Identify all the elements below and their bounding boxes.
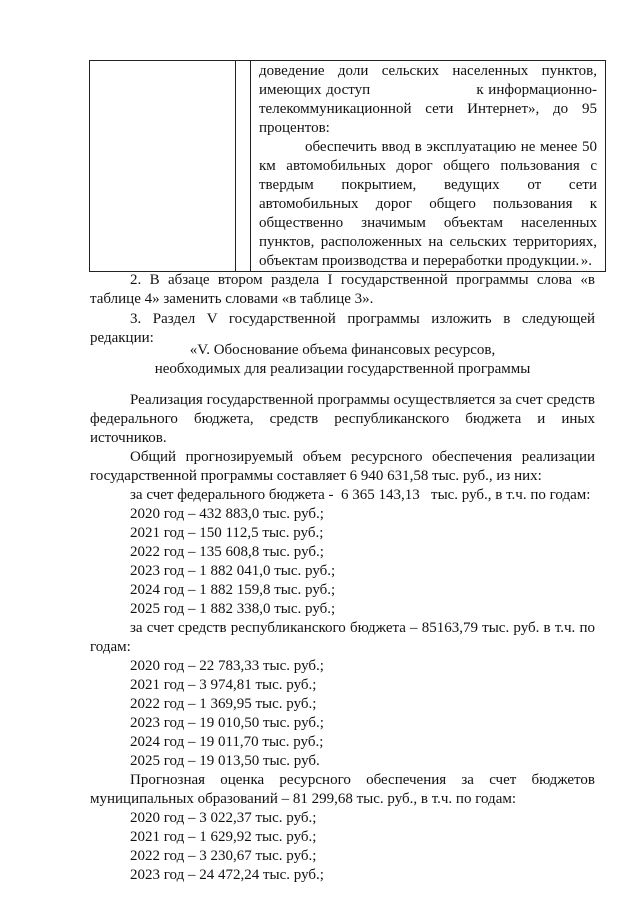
- table-cell-text: [251, 61, 606, 272]
- program-table-fragment: [89, 60, 606, 272]
- table-text-paragraph: обеспечить ввод в эксплуатацию не менее 50 км автомобильных дорог общего пользования с твердым покрытием, ведущих от сети автомобильных дорог общего пользования к общественно значимым объектам населенных пунктов, расположенных на сельских территориях, объектам производства и переработки продукции.: [259, 139, 597, 269]
- table-cell-narrow: [236, 61, 251, 272]
- section-heading-line: «V. Обоснование объема финансовых ресурсов,: [189, 342, 496, 358]
- republic-year-line: 2023 год – 19 010,50 тыс. руб.;: [130, 715, 324, 731]
- municipal-budget-intro: Прогнозная оценка ресурсного обеспечения за счет бюджетов муниципальных образований – 81 299,68 тыс. руб., в т.ч. по годам:: [90, 772, 595, 807]
- federal-year-line: 2022 год – 135 608,8 тыс. руб.;: [130, 544, 324, 560]
- federal-budget-intro: за счет федерального бюджета - 6 365 143,13 тыс. руб., в т.ч. по годам:: [130, 487, 591, 503]
- municipal-year-line: 2020 год – 3 022,37 тыс. руб.;: [130, 810, 317, 826]
- table-cell-empty: [90, 61, 236, 272]
- section-body: [90, 391, 595, 885]
- paragraph-funding-sources: Реализация государственной программы осуществляется за счет средств федерального бюджета, средств республиканского бюджета и иных источников.: [90, 392, 595, 446]
- federal-year-line: 2021 год – 150 112,5 тыс. руб.;: [130, 525, 324, 541]
- table-text-line: доведение доли сельских населенных пунктов,: [259, 63, 597, 79]
- municipal-year-line: 2021 год – 1 629,92 тыс. руб.;: [130, 829, 317, 845]
- federal-year-line: 2020 год – 432 883,0 тыс. руб.;: [130, 506, 324, 522]
- table-text-line: имеющих доступ к информационно-: [259, 82, 597, 98]
- municipal-year-line: 2023 год – 24 472,24 тыс. руб.;: [130, 867, 324, 883]
- republic-budget-intro: за счет средств республиканского бюджета – 85163,79 тыс. руб. в т.ч. по годам:: [90, 620, 595, 655]
- table-text-line: телекоммуникационной сети Интернет», до 95: [259, 101, 597, 117]
- section-heading-line: необходимых для реализации государственной программы: [154, 361, 531, 377]
- closing-quote: ».: [580, 253, 592, 269]
- republic-year-line: 2021 год – 3 974,81 тыс. руб.;: [130, 677, 317, 693]
- federal-year-line: 2024 год – 1 882 159,8 тыс. руб.;: [130, 582, 336, 598]
- republic-year-line: 2025 год – 19 013,50 тыс. руб.: [130, 753, 320, 769]
- federal-year-line: 2023 год – 1 882 041,0 тыс. руб.;: [130, 563, 336, 579]
- amendment-item-2: 2. В абзаце втором раздела I государственной программы слова «в таблице 4» заменить словами «в таблице 3».: [90, 272, 595, 307]
- municipal-year-line: 2022 год – 3 230,67 тыс. руб.;: [130, 848, 317, 864]
- republic-year-line: 2022 год – 1 369,95 тыс. руб.;: [130, 696, 317, 712]
- amendment-item-3: 3. Раздел V государственной программы изложить в следующей редакции:: [90, 311, 595, 346]
- paragraph-total-volume: Общий прогнозируемый объем ресурсного обеспечения реализации государственной программы составляет 6 940 631,58 тыс. руб., из них:: [90, 449, 595, 484]
- federal-year-line: 2025 год – 1 882 338,0 тыс. руб.;: [130, 601, 336, 617]
- table-text-line: процентов:: [259, 120, 330, 136]
- amendment-items: [90, 271, 595, 348]
- section-heading: [90, 341, 595, 379]
- republic-year-line: 2024 год – 19 011,70 тыс. руб.;: [130, 734, 324, 750]
- table-row: [90, 61, 606, 272]
- republic-year-line: 2020 год – 22 783,33 тыс. руб.;: [130, 658, 324, 674]
